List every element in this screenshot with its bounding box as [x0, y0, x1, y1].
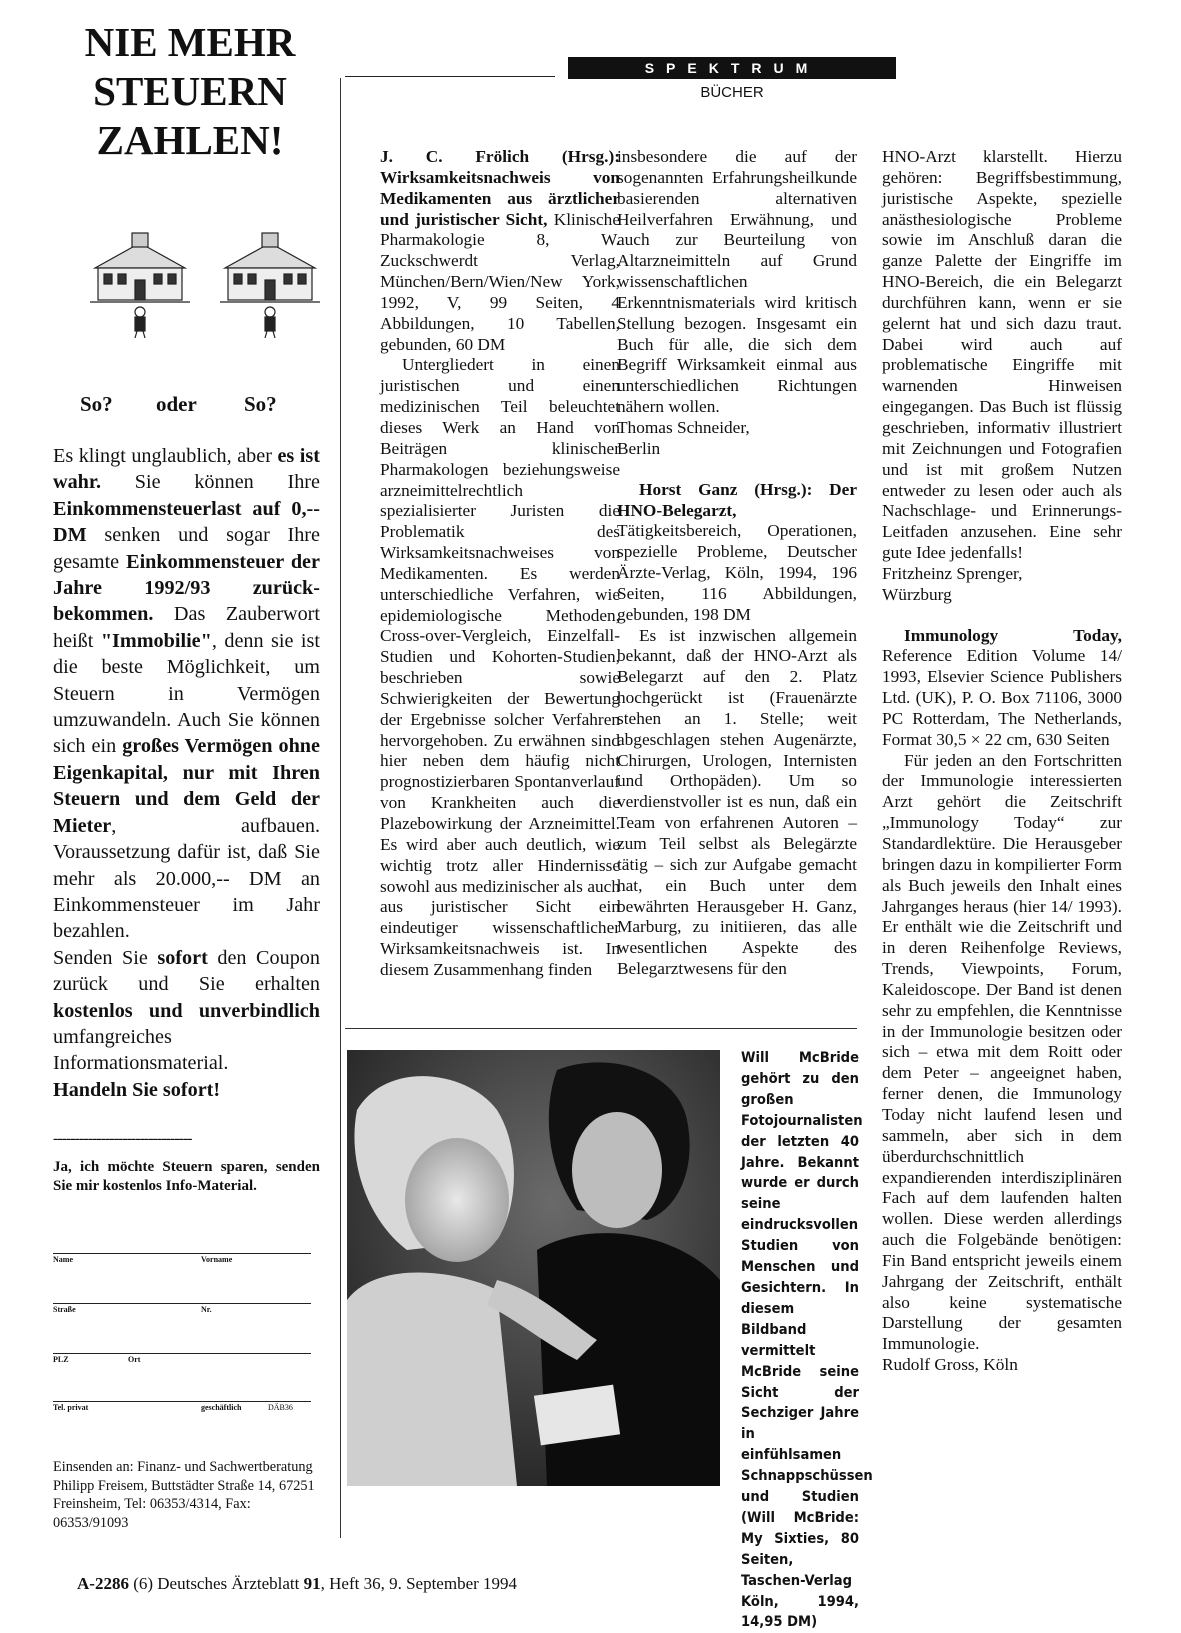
ad-headline-line: ZAHLEN! [96, 117, 284, 163]
review-text: HNO-Arzt klarstellt. Hierzu gehören: Begriffsbestimmung, juristische Aspekte, spezielle anästhesiologische Probleme sowie im Anschluß daran die ganze Palette der Eingriffe im HNO-Bereich, die ein Belegarzt durchführen kann, wenn er sie gelernt hat und sich dazu traut. Dabei wird auch auf problematische Eingriffe mit warnenden Hinweisen eingegangen. Das Buch ist flüssig geschrieben, informativ illustriert mit Zeichnungen und Fotografien und ist mit großem Nutzen entweder zu lesen oder auch als Nachschlage- und Erinnerungs-Leitfaden anzusehen. Eine sehr gute Idee jedenfalls! [882, 147, 1122, 563]
review-text: Für jeden an den Fortschritten der Immunologie interessierten Arzt gehört die Zeitschrift „Immunology Today“ zur Standardlektüre. Die Herausgeber bringen dazu in kompilierter Form als Buch jeweils den Inhalt eines Jahrganges heraus (hier 14/ 1993). Er enthält wie die Zeitschrift und in deren Reihenfolge Reviews, Trends, Viewpoints, Forum, Kaleidoscope. Der Band ist denen sehr zu empfehlen, die Kenntnisse in der Immunologie besitzen oder sich – etwa mit dem Roitt oder dem Peter – angeeignet haben, ferner denen, die Immunology Today nicht laufend lesen und sammeln, aber sich in dem überdurchschnittlich expandierenden interdisziplinären Fach auf dem laufenden halten wollen. Diese werden allerdings auch die Folgebände benötigen: Fin Band entspricht jeweils einem Jahrgang der Zeitschrift, enthält also keine systematische Darstellung der gesamten Immunologie. [882, 750, 1122, 1354]
review-text: insbesondere die auf der sogenannten Erfahrungsheilkunde basierenden alternativen Heilverfahren Erwähnung, und auch zur Beurteilung von Altarzneimitteln auf Grund wissenschaftlichen Erkenntnismaterials wird kritisch Stellung bezogen. Insgesamt ein Buch für alle, die sich dem Begriff Wirksamkeit einmal aus unterschiedlichen Richtungen nähern wollen. [617, 147, 857, 417]
ad-headline [50, 18, 330, 165]
ad-body [53, 443, 320, 1103]
coupon-address: Einsenden an: Finanz- und Sachwertberatung Philipp Freisem, Buttstädter Straße 14, 67251 Freinsheim, Tel: 06353/4314, Fax: 06353/91093 [53, 1459, 315, 1531]
ad-headline-line: STEUERN [93, 68, 287, 114]
page-footer [77, 1574, 517, 1594]
reviewer-name: Rudolf Gross, Köln [882, 1355, 1018, 1375]
houses-illustration [90, 228, 330, 338]
so-left: So? [80, 392, 113, 416]
subsection-label: BÜCHER [700, 84, 764, 101]
footer-journal: (6) Deutsches Ärzteblatt [128, 1574, 304, 1593]
form-line-phone[interactable] [53, 1401, 311, 1402]
text-run: Klinische Pharmakologie 8, W. Zuckschwerdt Verlag, München/Bern/Wien/New York, 1992, V, 99 Seiten, 4 Abbildungen, 10 Tabellen, gebunden, 60 DM [380, 209, 620, 354]
review-citation [882, 626, 1122, 751]
photo-caption: Will McBride gehört zu den großen Fotojournalisten der letzten 40 Jahre. Bekannt wurde er durch seine eindrucksvollen Studien von Menschen und Gesichtern. In diesem Bildband vermittelt McBride seine Sicht der Sechziger Jahre in einfühlsamen Schnappschüssen und Studien (Will McBride: My Sixties, 80 Seiten, Taschen-Verlag Köln, 1994, 14,95 DM) [741, 1049, 873, 1631]
ad-paragraph [53, 1077, 320, 1103]
column-divider [340, 78, 341, 1538]
page-number: A-2286 [77, 1574, 129, 1593]
reviewer-city: Würzburg [882, 584, 952, 604]
text-run: den Coupon zurück und Sie erhalten [53, 946, 320, 996]
ad-paragraph [53, 443, 320, 945]
form-label-vorname: Vorname [201, 1255, 233, 1264]
form-label-business: geschäftlich [201, 1403, 242, 1412]
review-column-3 [882, 147, 1122, 1376]
text-run: umfangreiches Informationsmaterial. [53, 1025, 229, 1075]
text-run: Das Zauberwort heißt [53, 603, 320, 652]
review-citation [617, 480, 857, 626]
form-code: DÄB36 [268, 1403, 293, 1412]
ad-headline-line: NIE MEHR [84, 19, 296, 65]
photo-image [347, 1050, 720, 1486]
header-rule [345, 76, 555, 77]
text-run: senken und sogar Ihre gesamte [53, 524, 320, 573]
bold-text: Immunology Today, [904, 625, 1122, 645]
form-line-name[interactable] [53, 1253, 311, 1254]
bold-text: sofort [157, 946, 208, 969]
form-label-plz: PLZ [53, 1355, 69, 1364]
form-line-street[interactable] [53, 1303, 311, 1304]
review-column-2 [617, 147, 857, 980]
bold-text: Einkommensteuer der Jahre 1992/93 zurück- bekommen. [53, 550, 320, 626]
text-run: Senden Sie [53, 946, 158, 969]
text-run: Sie können Ihre [101, 471, 320, 494]
bold-text: Handeln Sie sofort! [53, 1078, 221, 1101]
text-run: Tätigkeitsbereich, Operationen, spezielle Probleme, Deutscher Ärzte-Verlag, Köln, 1994, 196 Seiten, 116 Abbildungen, gebunden, 198 DM [617, 521, 857, 624]
form-label-nr: Nr. [201, 1305, 212, 1314]
so-right: So? [244, 392, 277, 416]
text-run: , denn sie ist die beste Möglichkeit, um Steuern in Vermögen umzuwandeln. Auch Sie können sich ein [53, 629, 320, 758]
bold-text: "Immobilie" [100, 629, 212, 652]
review-column-1 [380, 147, 620, 981]
form-label-name: Name [53, 1255, 73, 1264]
review-citation [380, 147, 620, 355]
coupon-cutline: -------------------------------- [53, 1130, 192, 1147]
reviewer-name: Thomas Schneider, [617, 417, 750, 437]
bold-text: großes Vermögen ohne Eigenkapital, nur mit Ihren Steuern und dem Geld der Mieter [53, 735, 320, 837]
coupon-text: Ja, ich möchte Steuern sparen, senden Sie mir kostenlos Info-Material. [53, 1159, 320, 1194]
bold-text: es ist wahr. [53, 445, 320, 494]
reviewer-city: Berlin [617, 438, 661, 458]
form-line-city[interactable] [53, 1353, 311, 1354]
review-text [380, 355, 620, 980]
bold-text: Einkommensteuerlast auf 0,-- DM [53, 497, 320, 547]
text-run: , aufbauen. Voraussetzung dafür ist, daß Sie mehr als 20.000,-- DM an Einkommensteuer im Jahr bezahlen. [53, 814, 320, 943]
bold-text: kostenlos und unverbindlich [53, 999, 320, 1022]
photo-rule [345, 1028, 857, 1029]
bold-text: Horst Ganz (Hrsg.): Der HNO-Belegarzt, [617, 479, 857, 520]
house-left-icon [90, 233, 190, 338]
text-run: Es klingt unglaublich, aber [53, 445, 278, 467]
footer-volume: 91 [303, 1574, 321, 1593]
reviewer-name: Fritzheinz Sprenger, [882, 563, 1023, 583]
text-run: Reference Edition Volume 14/ 1993, Elsevier Science Publishers Ltd. (UK), P. O. Box 71106, 3000 PC Rotterdam, The Netherlands, Format 30,5 × 22 cm, 630 Seiten [882, 646, 1122, 749]
form-label-strasse: Straße [53, 1305, 76, 1314]
review-text: Es ist inzwischen allgemein bekannt, daß der HNO-Arzt als Belegarzt auf den 2. Platz hochgerückt ist (Frauenärzte stehen an 1. Stelle; weit abgeschlagen stehen Augenärzte, Chirurgen, Urologen, Internisten und Orthopäden). Um so verdienstvoller ist es nun, daß ein Team von erfahrenen Autoren – zum Teil selbst als Belegärzte tätig – sich zur Aufgabe gemacht hat, ein Buch unter dem bewährten Herausgeber H. Ganz, Marburg, zu initiieren, das alle wesentlichen Aspekte des Belegarztwesens für den [617, 625, 857, 979]
footer-issue: , Heft 36, 9. September 1994 [320, 1574, 518, 1593]
ad-paragraph [53, 945, 320, 1077]
form-label-tel: Tel. privat [53, 1403, 89, 1412]
bold-text: J. C. Frölich (Hrsg.): Wirksamkeitsnachweis von Medikamenten aus ärztlicher und juristischer Sicht, [380, 147, 620, 229]
house-right-icon [220, 233, 320, 338]
form-label-ort: Ort [128, 1355, 141, 1364]
text-run: Untergliedert in einen juristischen und einen medizinischen Teil beleuchtet dieses Werk an Hand von Beiträgen klinischer Pharmakologen beziehungsweise arzneimittelrechtlich spezialisierter Juristen die Problematik des Wirksamkeitsnachweises von Medikamenten. Es werden unterschiedliche Verfahren, wie epidemiologische Methoden, Cross-over-Vergleich, Einzelfall-Studien und Kohorten-Studien, beschrieben sowie Schwierigkeiten der Bewertung der Ergebnisse solcher Verfahren hervorgehoben. Zu erwähnen sind hier neben dem häufig nicht prognostizierbaren Spontanverlauf von Krankheiten auch die Plazebowirkung der Arzneimittel. Es wird aber auch deutlich, wie wichtig trotz aller Hindernisse sowohl aus medizinischer als auch aus juristischer Sicht ein eindeutiger wissenschaftlicher Wirksamkeitsnachweis ist. In diesem Zusammenhang finden [380, 355, 620, 979]
section-label: SPEKTRUM [568, 57, 896, 79]
oder: oder [156, 392, 197, 416]
